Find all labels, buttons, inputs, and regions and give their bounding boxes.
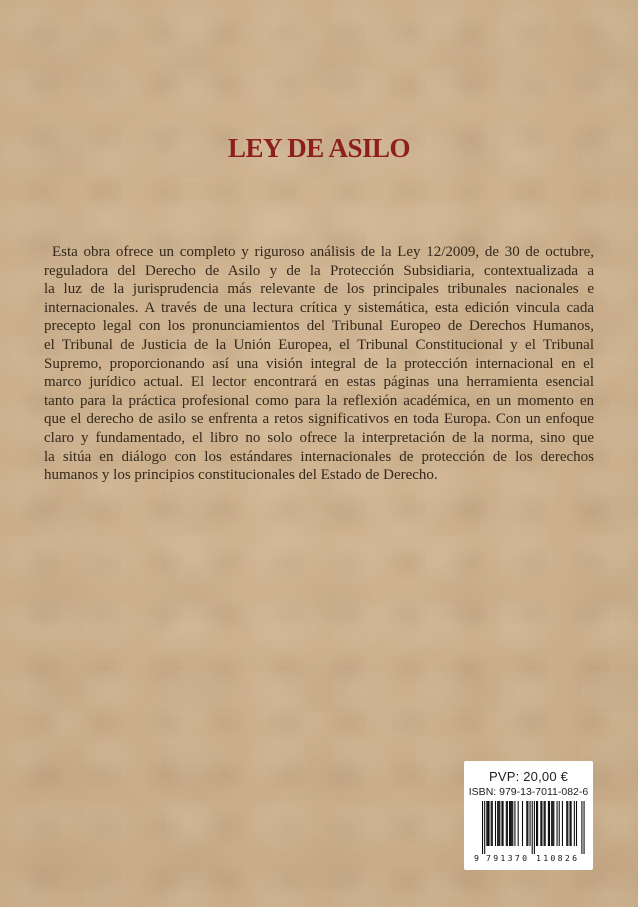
synopsis-line: tanto para la práctica profesional como para la reflexión académica, en un momento en (44, 392, 594, 409)
synopsis-line: reguladora del Derecho de Asilo y de la Protección Subsidiaria, contextualizada a (44, 262, 594, 279)
synopsis-line: Supremo, proporcionando así una visión integral de la protección internacional en el (44, 355, 594, 372)
barcode-digit-first: 9 (473, 853, 479, 863)
synopsis-line: el Tribunal de Justicia de la Unión Europea, el Tribunal Constitucional y el Tribunal (44, 336, 594, 353)
synopsis-line: humanos y los principios constitucionales del Estado de Derecho. (44, 467, 438, 484)
book-title: LEY DE ASILO (227, 133, 411, 163)
synopsis-line: Esta obra ofrece un completo y riguroso análisis de la Ley 12/2009, de 30 de octubre, (52, 244, 594, 260)
synopsis-line: la luz de la jurisprudencia más relevante de los principales tribunales nacionales e (44, 281, 594, 298)
isbn-label: ISBN: 979-13-7011-082-6 (468, 786, 589, 798)
synopsis-line: internacionales. A través de una lectura crítica y sistemática, esta edición vincula cada (44, 299, 594, 316)
price-label: PVP: 20,00 € (488, 769, 568, 784)
ean-barcode (473, 800, 585, 863)
synopsis-line: la sitúa en diálogo con los estándares internacionales de protección de los derechos (44, 448, 594, 465)
synopsis-line: precepto legal con los pronunciamientos del Tribunal Europeo de Derechos Humanos, (44, 318, 594, 335)
synopsis-line: marco jurídico actual. El lector encontrará en estas páginas una herramienta esencial (44, 374, 594, 391)
barcode-panel (464, 761, 593, 870)
barcode-digits-right: 110826 (535, 853, 577, 863)
barcode-bars (482, 801, 585, 854)
synopsis-paragraph (44, 243, 594, 485)
synopsis-line: claro y fundamentado, el libro no solo ofrece la interpretación de la norma, sino que (44, 429, 594, 446)
synopsis-line: que el derecho de asilo se enfrenta a retos significativos en toda Europa. Con un enfoque (44, 411, 594, 428)
barcode-digits-left: 791370 (485, 853, 527, 863)
